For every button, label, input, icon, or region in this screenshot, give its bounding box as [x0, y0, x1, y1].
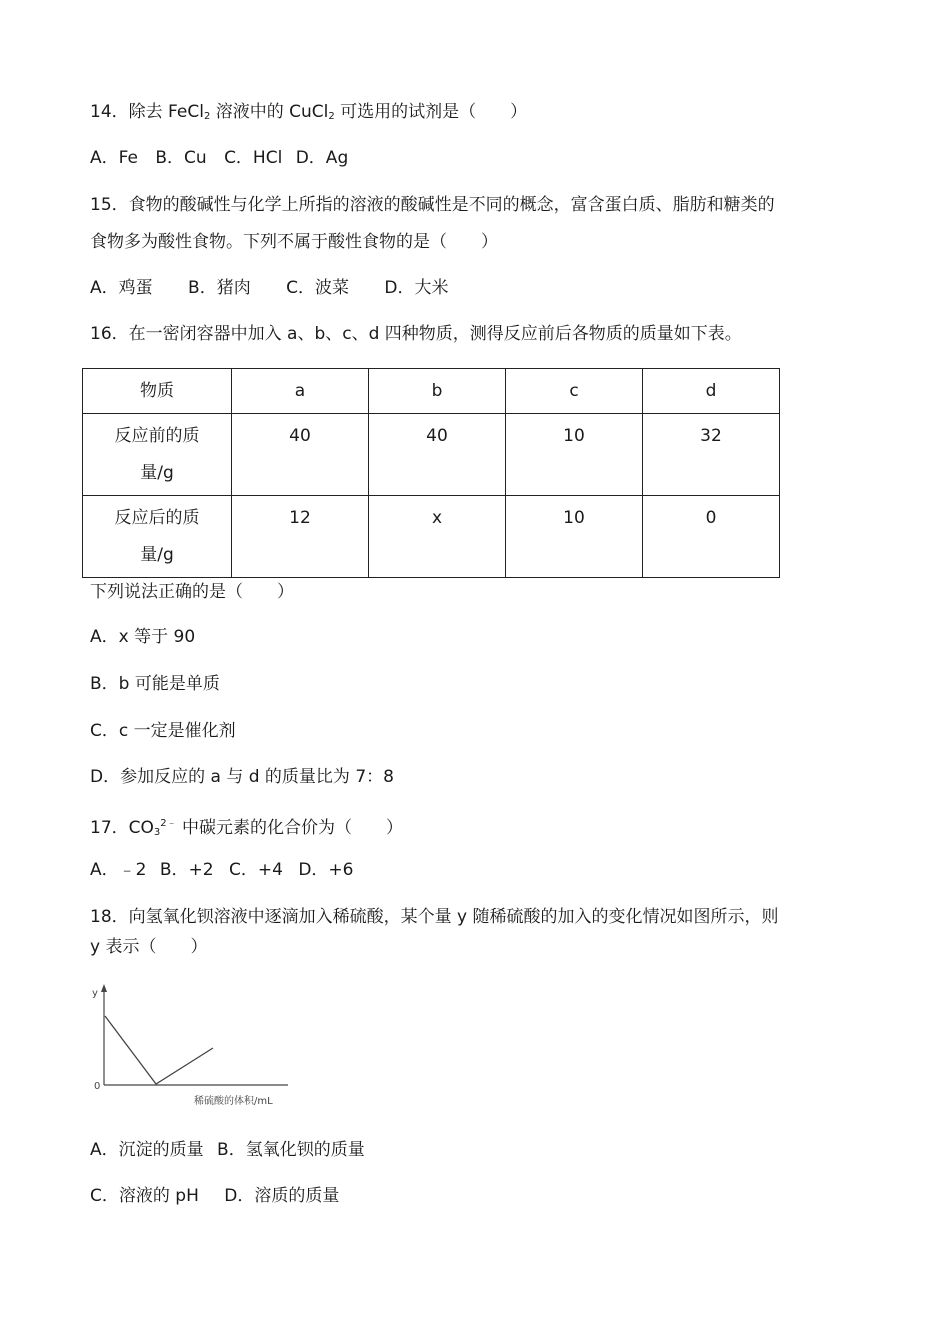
table-cell: 40: [369, 414, 506, 496]
q15-stem-line1: 15．食物的酸碱性与化学上所指的溶液的酸碱性是不同的概念，富含蛋白质、脂肪和糖类的: [90, 195, 775, 215]
table-cell: x: [369, 496, 506, 578]
table-cell: 40: [232, 414, 369, 496]
q14-options: [90, 146, 348, 170]
q17-option-c[interactable]: C．+4: [229, 860, 283, 880]
q18-graph: [86, 982, 296, 1107]
table-header-cell: d: [643, 369, 780, 414]
table-cell: 10: [506, 496, 643, 578]
q17-option-d[interactable]: D．+6: [298, 860, 354, 880]
q15-option-b[interactable]: B．猪肉: [188, 278, 251, 298]
y-axis-arrow-icon: [101, 984, 107, 992]
q15-options: [90, 276, 449, 300]
q14-option-c[interactable]: C．HCl: [224, 148, 283, 168]
q18-option-b[interactable]: B．氢氧化钡的质量: [217, 1140, 365, 1160]
table-header-cell: c: [506, 369, 643, 414]
table-row: [83, 414, 780, 496]
table-header-cell: a: [232, 369, 369, 414]
y-axis-label: y: [92, 988, 98, 999]
q14-option-b[interactable]: B．Cu: [155, 148, 207, 168]
q17-number: 17．: [90, 818, 129, 838]
q16-option-b[interactable]: B．b 可能是单质: [90, 674, 220, 694]
q15-option-c[interactable]: C．波菜: [286, 278, 349, 298]
table-header-cell: 物质: [83, 369, 232, 414]
table-row: [83, 496, 780, 578]
q17-option-a[interactable]: A．﹣2: [90, 860, 147, 880]
q17-options: [90, 858, 354, 882]
q15-option-d[interactable]: D．大米: [384, 278, 449, 298]
q18-stem-line2: y 表示（ ）: [90, 937, 208, 957]
table-header-cell: b: [369, 369, 506, 414]
q18-option-c[interactable]: C．溶液的 pH: [90, 1186, 199, 1206]
table-cell: 12: [232, 496, 369, 578]
table-row-label: 反应前的质 量/g: [83, 414, 232, 496]
q18-curve: [105, 1016, 213, 1084]
q14-number: 14．: [90, 102, 129, 122]
q14-option-d[interactable]: D．Ag: [295, 148, 349, 168]
q18-option-a[interactable]: A．沉淀的质量: [90, 1140, 204, 1160]
q18-options-row2: [90, 1184, 339, 1208]
q16-number: 16．: [90, 324, 129, 344]
mass-table: [82, 368, 780, 578]
q15-option-a[interactable]: A．鸡蛋: [90, 278, 153, 298]
q16-stem: 16．在一密闭容器中加入 a、b、c、d 四种物质，测得反应前后各物质的质量如下表。: [90, 324, 742, 344]
table-cell: 32: [643, 414, 780, 496]
table-cell: 0: [643, 496, 780, 578]
x-axis-label: 稀硫酸的体积/mL: [194, 1096, 273, 1107]
q18-stem-line1: 18．向氢氧化钡溶液中逐滴加入稀硫酸，某个量 y 随稀硫酸的加入的变化情况如图所示，则: [90, 907, 779, 927]
q18-options-row1: [90, 1138, 365, 1162]
q16-option-c[interactable]: C．c 一定是催化剂: [90, 721, 236, 741]
q17-stem: 17．$CO_3^{2﹣}$ 中碳元素的化合价为（ ）: [90, 818, 404, 838]
table-header-row: [83, 369, 780, 414]
q16-option-d[interactable]: D．参加反应的 a 与 d 的质量比为 7：8: [90, 767, 394, 787]
q18-number: 18．: [90, 907, 129, 927]
table-row-label: 反应后的质 量/g: [83, 496, 232, 578]
q18-option-d[interactable]: D．溶质的质量: [224, 1186, 340, 1206]
table-cell: 10: [506, 414, 643, 496]
q16-prompt: 下列说法正确的是（ ）: [90, 582, 294, 602]
origin-label: 0: [94, 1081, 101, 1092]
q14-stem: 14．除去 FeCl$_2$ 溶液中的 CuCl$_2$ 可选用的试剂是（ ）: [90, 102, 528, 122]
q15-stem-line2: 食物多为酸性食物。下列不属于酸性食物的是（ ）: [90, 232, 498, 252]
q14-option-a[interactable]: A．Fe: [90, 148, 138, 168]
q15-number: 15．: [90, 195, 129, 215]
q16-option-a[interactable]: A．x 等于 90: [90, 627, 196, 647]
q17-option-b[interactable]: B．+2: [159, 860, 214, 880]
